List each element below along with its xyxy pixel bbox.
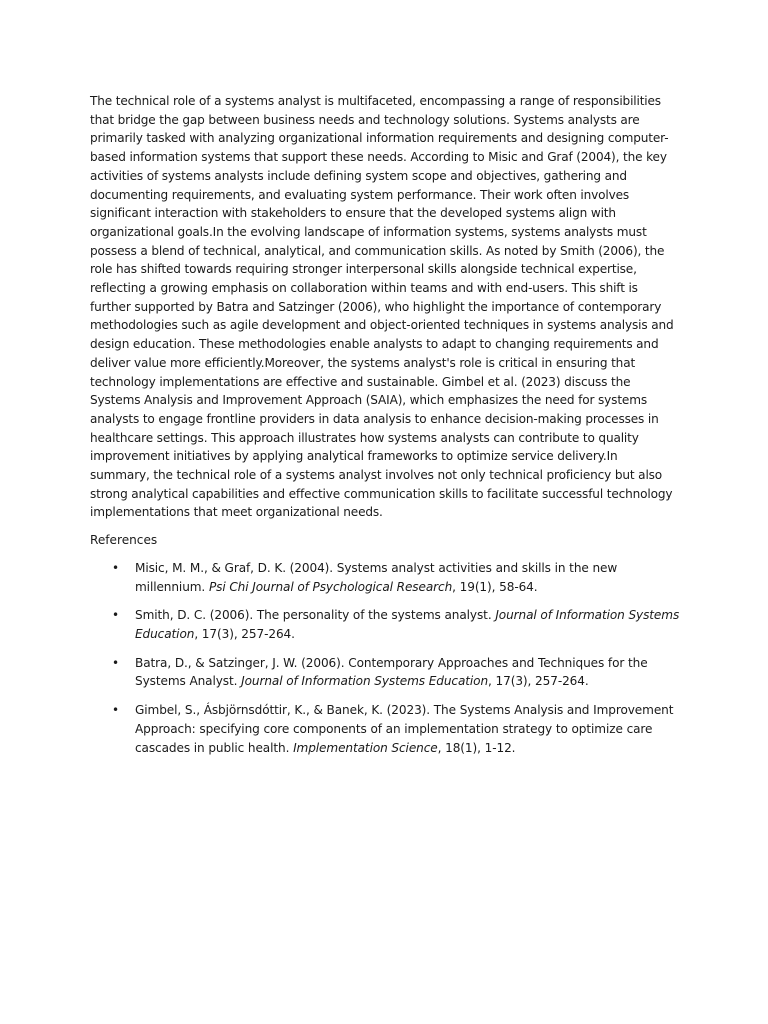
reference-item-smith <box>90 606 680 643</box>
reference-citation: Smith, D. C. (2006). The personality of the systems analyst. <box>135 608 496 623</box>
reference-citation: Batra, D., & Satzinger, J. W. (2006). Contemporary Approaches and Techniques for the Systems Analyst. <box>135 655 648 689</box>
reference-journal: Implementation Science <box>293 740 438 755</box>
reference-volume: , 17(3), 257-264. <box>194 626 295 641</box>
bullet-icon: • <box>112 560 119 575</box>
reference-volume: , 19(1), 58-64. <box>452 579 538 594</box>
reference-citation: Misic, M. M., & Graf, D. K. (2004). Systems analyst activities and skills in the new millennium. <box>135 560 618 594</box>
reference-volume: , 17(3), 257-264. <box>488 674 589 689</box>
body-paragraph: The technical role of a systems analyst is multifaceted, encompassing a range of responsibilities that bridge the gap between business needs and technology solutions. Systems analysts are primarily tasked with analyzing organizational information requirements and designing computer-based information systems that support these needs. According to Misic and Graf (2004), the key activities of systems analysts include defining system scope and objectives, gathering and documenting requirements, and evaluating system performance. Their work often involves significant interaction with stakeholders to ensure that the developed systems align with organizational goals.In the evolving landscape of information systems, systems analysts must possess a blend of technical, analytical, and communication skills. As noted by Smith (2006), the role has shifted towards requiring stronger interpersonal skills alongside technical expertise, reflecting a growing emphasis on collaboration within teams and with end-users. This shift is further supported by Batra and Satzinger (2006), who highlight the importance of contemporary methodologies such as agile development and object-oriented techniques in systems analysis and design education. These methodologies enable analysts to adapt to changing requirements and deliver value more efficiently.Moreover, the systems analyst's role is critical in ensuring that technology implementations are effective and sustainable. Gimbel et al. (2023) discuss the Systems Analysis and Improvement Approach (SAIA), which emphasizes the need for systems analysts to engage frontline providers in data analysis to enhance decision-making processes in healthcare settings. This approach illustrates how systems analysts can contribute to quality improvement initiatives by applying analytical frameworks to optimize service delivery.In summary, the technical role of a systems analyst involves not only technical proficiency but also strong analytical capabilities and effective communication skills to facilitate successful technology implementations that meet organizational needs. <box>90 94 674 520</box>
bullet-icon: • <box>112 703 119 718</box>
reference-item-gimbel <box>90 701 680 757</box>
document-page <box>90 92 680 767</box>
references-heading: References <box>90 533 158 548</box>
reference-journal: Journal of Information Systems Education <box>241 674 489 689</box>
reference-citation: Gimbel, S., Ásbjörnsdóttir, K., & Banek, K. (2023). The Systems Analysis and Improvement Approach: specifying core components of an implementation strategy to optimize care cascades in public health. <box>135 703 674 755</box>
bullet-icon: • <box>112 655 119 670</box>
reference-volume: , 18(1), 1-12. <box>437 740 516 755</box>
reference-item-misic <box>90 559 680 596</box>
reference-journal: Psi Chi Journal of Psychological Research <box>208 579 453 594</box>
reference-journal: Journal of Information Systems Education <box>135 608 680 641</box>
references-list <box>90 559 680 757</box>
reference-item-batra <box>90 654 680 691</box>
bullet-icon: • <box>112 608 119 623</box>
